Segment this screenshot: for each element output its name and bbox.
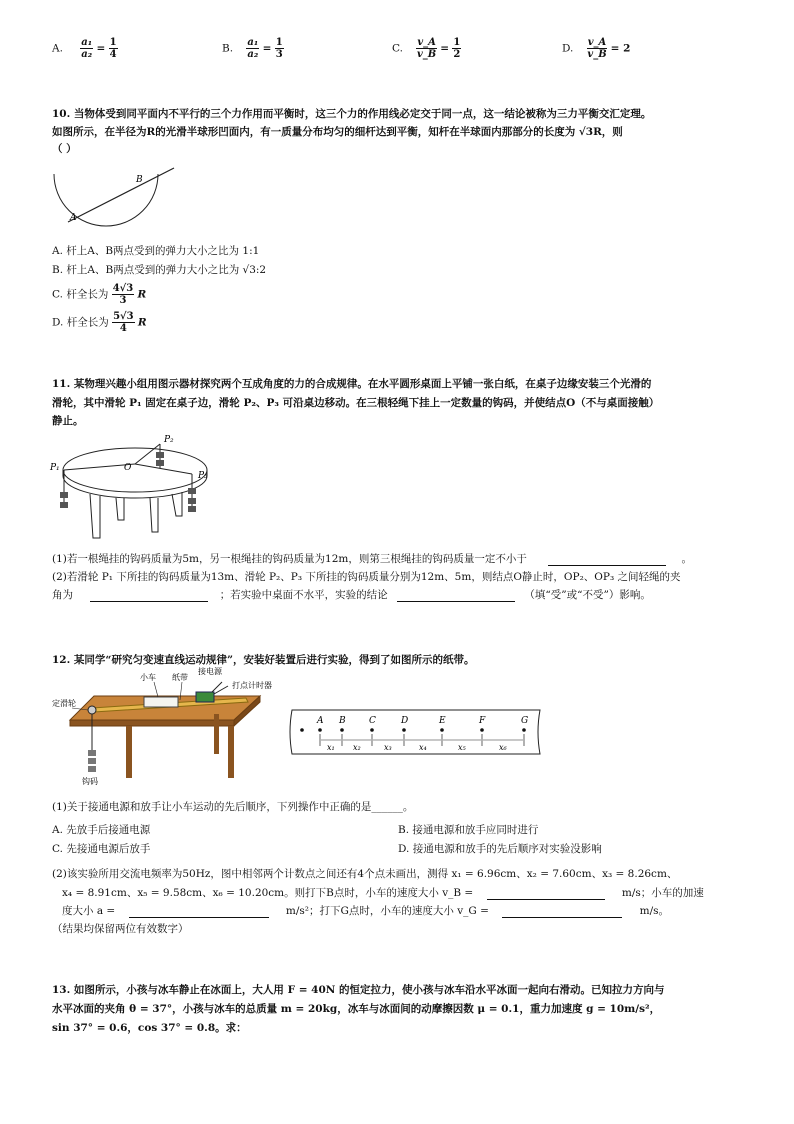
q12-line1: 12. 某同学“研究匀变速直线运动规律”，安装好装置后进行实验，得到了如图所示的纸带。 (52, 654, 475, 666)
equals-sign: = (96, 42, 106, 55)
tape-point-label: C (369, 716, 376, 726)
knot-o-label: O (124, 463, 132, 473)
interval-label: x₃ (384, 743, 392, 752)
table-leg (90, 494, 100, 538)
sub-question-text: x₄ = 8.91cm、x₅ = 9.58cm、x₆ = 10.20cm。则打下B点时，小车的速度大小 v_B = (62, 887, 474, 899)
interval-label: x₂ (353, 743, 361, 752)
q10-option-d (52, 311, 147, 334)
power-label: 接电源 (198, 667, 222, 676)
car-label: 小车 (140, 673, 156, 682)
answer-blank[interactable] (548, 555, 666, 566)
fraction: $\frac{\text{a₁}}{\text{a₂}}$ (81, 37, 93, 60)
option-text: D. 杆全长为 (52, 316, 109, 329)
fraction: $\frac{5√3}{4}$ (113, 311, 134, 334)
tape-dot (300, 728, 304, 732)
tape-point-e (440, 728, 444, 732)
table-leg (228, 726, 234, 778)
weight-block (60, 492, 68, 498)
rod (68, 168, 174, 222)
tape-point-label: F (479, 716, 486, 726)
sub-question-text: 度大小 a = (62, 905, 116, 917)
p2-label: P₂ (164, 435, 174, 445)
interval-label: x₅ (458, 743, 466, 752)
answer-blank[interactable] (397, 591, 515, 602)
tape-label: 纸带 (172, 673, 188, 682)
q9-option-a (52, 37, 118, 60)
tape-point-label: D (401, 716, 409, 726)
tape-point-a (318, 728, 322, 732)
q11-line3: 静止。 (52, 415, 84, 427)
fraction: $\frac{1}{3}$ (275, 37, 283, 60)
tape-point-label: E (439, 716, 446, 726)
punctuation: 。 (681, 553, 693, 565)
table-top (63, 448, 207, 492)
tape-point-c (370, 728, 374, 732)
weight-block (88, 758, 96, 764)
weight-block (88, 750, 96, 756)
q10-option-b: B. 杆上A、B两点受到的弹力大小之比为 √3:2 (52, 264, 267, 276)
table-leg (126, 726, 132, 778)
q12-option-b: B. 接通电源和放手应同时进行 (398, 824, 539, 836)
timer-label: 打点计时器 (232, 681, 272, 690)
q10-hemisphere-figure (48, 160, 188, 240)
sub-question-text: m/s；小车的加速 (621, 887, 704, 899)
point-a-label: A (70, 213, 77, 223)
q13-line3: sin 37° = 0.6，cos 37° = 0.8。求： (52, 1022, 247, 1034)
tape-point-label: A (317, 716, 324, 726)
table-leg (150, 498, 158, 532)
fraction: $\frac{4√3}{3}$ (112, 283, 134, 306)
tape-point-label: B (339, 716, 346, 726)
tape-point-label: G (521, 716, 529, 726)
q11-line2: 滑轮，其中滑轮 P₁ 固定在桌子边，滑轮 P₂、P₃ 可沿桌边移动。在三根轻绳下挂上一定数量的钩码，并使结点O（不与桌面接触） (52, 397, 660, 409)
weight-block (156, 460, 164, 466)
q12-tape-figure (286, 706, 550, 758)
fraction: $\frac{1}{2}$ (453, 37, 461, 60)
option-label: D. (562, 42, 574, 55)
answer-blank[interactable] (487, 889, 605, 900)
pulley (88, 706, 96, 714)
p1-label: P₁ (50, 463, 60, 473)
option-label: C. (392, 42, 403, 55)
q12-sub2c (62, 903, 669, 918)
weight-block (60, 502, 68, 508)
weight-block (156, 452, 164, 458)
q11-line1: 11. 某物理兴趣小组用图示器材探究两个互成角度的力的合成规律。在水平圆形桌面上平铺一张白纸，在桌子边缘安装三个光滑的 (52, 378, 652, 390)
unit: R (137, 288, 147, 301)
weight-block (188, 498, 196, 504)
option-label: A. (52, 42, 63, 55)
q12-apparatus-figure (52, 668, 272, 788)
q9-option-c (392, 37, 461, 60)
tape-point-d (402, 728, 406, 732)
fraction: $\frac{1}{4}$ (109, 37, 117, 60)
q12-option-c: C. 先接通电源后放手 (52, 843, 151, 855)
q12-option-d: D. 接通电源和放手的先后顺序对实验没影响 (398, 843, 602, 855)
q11-table-figure (50, 430, 220, 550)
equals-sign: = (262, 42, 272, 55)
interval-label: x₁ (327, 743, 335, 752)
pulley-label: 定滑轮 (52, 699, 76, 708)
q12-note: （结果均保留两位有效数字） (52, 923, 189, 935)
sub-question-text: (1)若一根绳挂的钩码质量为5m，另一根绳挂的钩码质量为12m，则第三根绳挂的钩码质量一定不小于 (52, 553, 527, 565)
fraction: $\frac{v\_A}{v\_B}$ (417, 37, 437, 60)
q10-paren: （ ） (52, 143, 77, 155)
sub-question-text: （填“受”或“不受”）影响。 (524, 589, 651, 601)
p3-label: P₃ (198, 471, 208, 481)
q13-line1: 13. 如图所示，小孩与冰车静止在冰面上，大人用 F = 40N 的恒定拉力，使小孩与冰车沿水平冰面一起向右滑动。已知拉力方向与 (52, 984, 665, 996)
weight-block (88, 766, 96, 772)
q10-option-c (52, 283, 146, 306)
point-b-label: B (136, 175, 143, 185)
sub-question-text: m/s。 (639, 905, 670, 917)
equals-sign: = 2 (610, 42, 631, 55)
tape-point-f (480, 728, 484, 732)
q11-sub2b (52, 587, 651, 602)
q12-sub2a: (2)该实验所用交流电频率为50Hz，图中相邻两个计数点之间还有4个点未画出，测得 x₁ = 6.96cm、x₂ = 7.60cm、x₃ = 8.26cm、 (52, 868, 678, 880)
table-leg (172, 492, 182, 516)
timer (196, 692, 214, 702)
sub-question-text: 角为 (52, 589, 73, 601)
sub-question-text: m/s²；打下G点时，小车的速度大小 v_G = (285, 905, 489, 917)
option-text: C. 杆全长为 (52, 288, 109, 301)
car (144, 697, 178, 707)
interval-label: x₄ (419, 743, 427, 752)
weights-label: 钩码 (82, 777, 98, 786)
interval-label: x₆ (499, 743, 507, 752)
weight-block (188, 488, 196, 494)
q10-line2: 如图所示，在半径为R的光滑半球形凹面内，有一质量分布均匀的细杆达到平衡，知杆在半球面内那部分的长度为 √3R，则 (52, 126, 623, 138)
q10-option-a: A. 杆上A、B两点受到的弹力大小之比为 1:1 (52, 245, 260, 257)
answer-blank[interactable] (129, 907, 269, 918)
q11-sub1 (52, 551, 692, 566)
table-leg (214, 714, 219, 754)
weight-block (188, 506, 196, 512)
q12-option-a: A. 先放手后接通电源 (52, 824, 151, 836)
answer-blank[interactable] (502, 907, 622, 918)
option-label: B. (222, 42, 234, 55)
q11-sub2a: (2)若滑轮 P₁ 下所挂的钩码质量为13m、滑轮 P₂、P₃ 下所挂的钩码质量分别为12m、5m，则结点O静止时，OP₂、OP₃ 之间轻绳的夹 (52, 571, 681, 583)
q9-option-b (222, 37, 284, 60)
q12-sub1: (1)关于接通电源和放手让小车运动的先后顺序，下列操作中正确的是______。 (52, 801, 414, 813)
q12-sub2b (62, 885, 704, 900)
q10-line1: 10. 当物体受到同平面内不平行的三个力作用而平衡时，这三个力的作用线必定交于同一点，这一结论被称为三力平衡交汇定理。 (52, 108, 652, 120)
unit: R (137, 316, 147, 329)
answer-blank[interactable] (90, 591, 208, 602)
table-leg (116, 498, 124, 520)
q13-line2: 水平冰面的夹角 θ = 37°，小孩与冰车的总质量 m = 20kg，冰车与冰面间的动摩擦因数 μ = 0.1，重力加速度 g = 10m/s²， (52, 1003, 661, 1015)
fraction: $\frac{v\_A}{v\_B}$ (587, 37, 607, 60)
tape-point-b (340, 728, 344, 732)
equals-sign: = (440, 42, 450, 55)
fraction: $\frac{\text{a₁}}{\text{a₂}}$ (247, 37, 259, 60)
q9-option-d (562, 37, 630, 60)
tape-point-g (522, 728, 526, 732)
sub-question-text: ；若实验中桌面不水平，实验的结论 (219, 589, 388, 601)
